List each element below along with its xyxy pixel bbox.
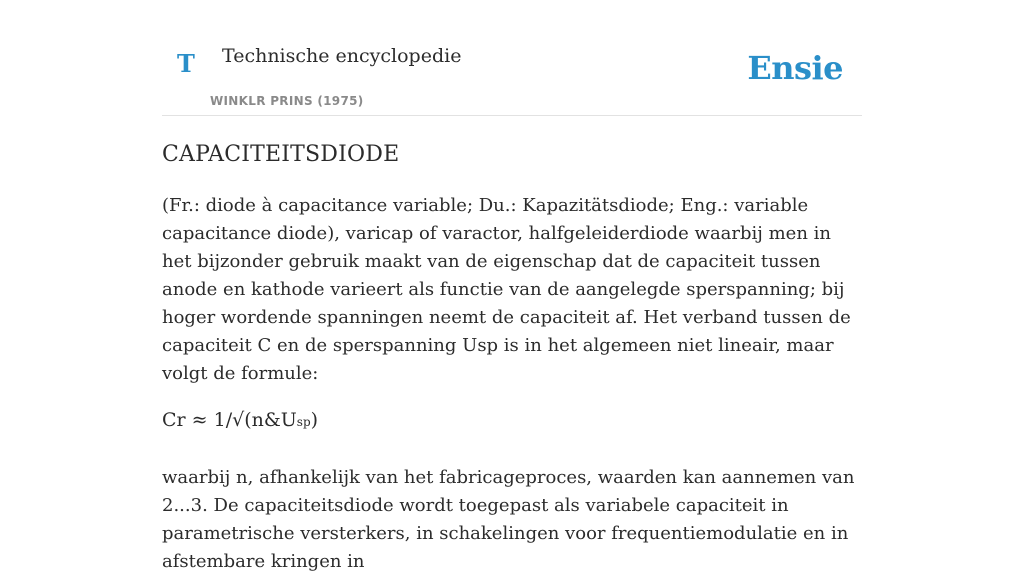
site-header (162, 0, 862, 116)
ensie-logo-link[interactable]: Ensie (747, 49, 843, 87)
formula-main: Cr ≈ 1/√(n&U (162, 409, 297, 431)
article (162, 140, 862, 576)
formula (162, 406, 862, 436)
article-paragraph-2: waarbij n, afhankelijk van het fabricageproces, waarden kan aannemen van 2...3. De capaciteitsdiode wordt toegepast als variabele capaciteit in parametrische versterkers, in schakelingen voor frequentiemodulatie en in afstembare kringen in (162, 467, 855, 572)
encyclopedia-edition: WINKLR PRINS (1975) (210, 94, 364, 108)
encyclopedia-logo-icon[interactable]: T (177, 49, 195, 78)
encyclopedia-title-link[interactable]: Technische encyclopedie (222, 45, 462, 67)
formula-end: ) (310, 409, 319, 431)
formula-subscript: sp (296, 415, 311, 429)
article-title: CAPACITEITSDIODE (162, 142, 400, 167)
article-paragraph-1: (Fr.: diode à capacitance variable; Du.: Kapazitätsdiode; Eng.: variable capacitance diode), varicap of varactor, halfgeleiderdiode waarbij men in het bijzonder gebruik maakt van de eigenschap dat de capaciteit tussen anode en kathode varieert als functie van de aangelegde sperspanning; bij hoger wordende spanningen neemt de capaciteit af. Het verband tussen de capaciteit C en de sperspanning Usp is in het algemeen niet lineair, maar volgt de formule: (162, 195, 851, 384)
